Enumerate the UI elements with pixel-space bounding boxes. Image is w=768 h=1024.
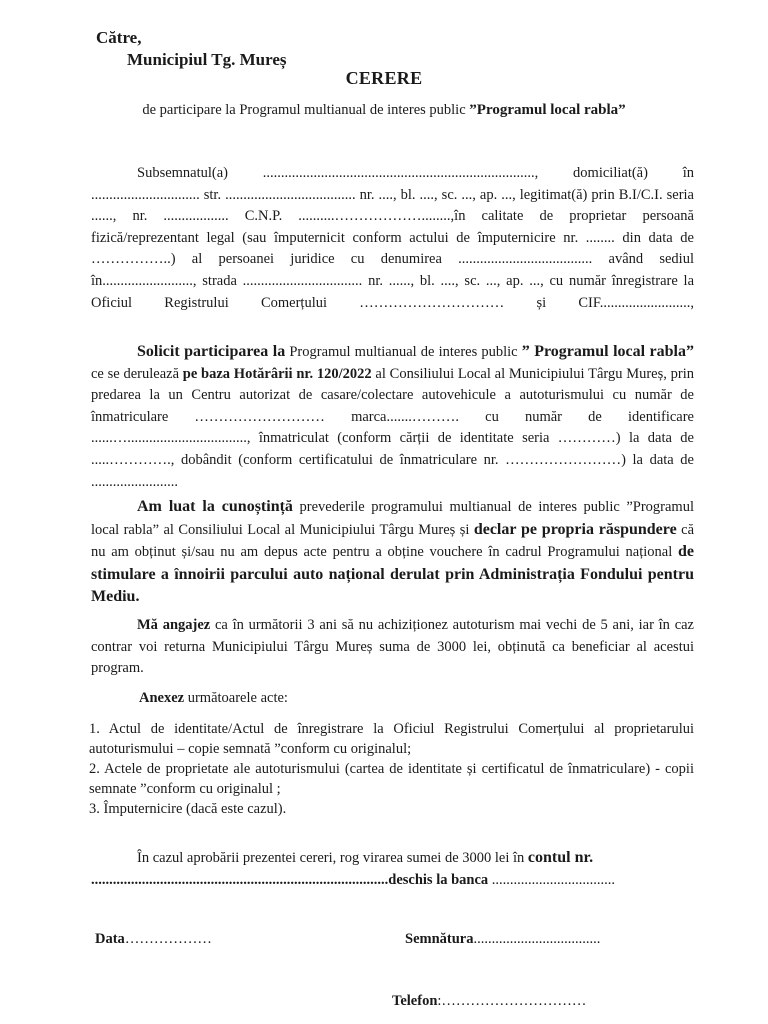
- signature-label: Semnătura: [405, 931, 474, 947]
- date-dots: ………………: [124, 931, 212, 947]
- commitment-bold: Mă angajez: [137, 617, 211, 633]
- declaration-bold-2: declar pe propria răspundere: [473, 520, 677, 538]
- bank-text-2: ..................................: [488, 871, 616, 888]
- annex-bold: Anexez: [139, 690, 185, 706]
- declaration-text-1: prevederile programului multianual de interes public ”Programul local rabla” al Consiliului Local al Municipiului Târgu Mureș și: [91, 499, 694, 538]
- annex-intro: [139, 688, 699, 710]
- bank-account-paragraph: [91, 847, 694, 891]
- phone-dots: :…………………………: [437, 993, 587, 1009]
- subtitle-prefix: de participare la Programul multianual de interes public: [142, 102, 470, 118]
- bank-text-1: În cazul aprobării prezentei cereri, rog virarea sumei de 3000 lei în: [137, 850, 528, 866]
- commitment-paragraph: [91, 615, 694, 680]
- request-bold-3: pe baza Hotărârii nr. 120/2022: [182, 365, 372, 382]
- applicant-details-text: Subsemnatul(a) ..........................................................................., domiciliat(ă) în .............................. str. .................................... nr. ...., bl. ...., sc. ..., ap. ..., legitimat(ă) prin B.I/C.I. seria ......, nr. .................. C.N.P. ..........………………........,în calitate de proprietar persoană fizică/reprezentant legal (sau împuternicit conform actului de împuternicire nr. ........ din data de ……………..) al persoanei juridice cu denumirea ..................................... având sediul în........................., strada ................................. nr. ......, bl. ...., sc. ..., ap. ..., cu număr înregistrare la Oficiul Registrului Comerțului ………………………… și CIF.........................,: [91, 165, 694, 311]
- annex-text: următoarele acte:: [184, 690, 288, 706]
- request-text-3: al Consiliului Local al Municipiului Târgu Mureș, prin predarea la un Centru autorizat de casare/colectare autovehicule a autoturismului cu număr de înmatriculare ……………………… marca.......………. cu număr de identificare ......…................................., înmatriculat (conform cărții de identitate seria …………) la data de .....…………., dobândit (conform certificatului de înmatriculare nr. ……………………) la data de ........................: [91, 365, 694, 490]
- request-bold-2: ” Programul local rabla”: [521, 343, 695, 360]
- date-field: [95, 931, 212, 948]
- bank-bold: ..................................................................................deschis la banca: [91, 871, 489, 888]
- date-label: Data: [95, 931, 125, 947]
- declaration-text-2: că nu am obținut și/sau nu am depus acte pentru a obține vouchere în cadrul Programului național: [91, 521, 695, 561]
- signature-dots: ...................................: [473, 931, 601, 947]
- commitment-text: ca în următorii 3 ani să nu achiziționez autoturism mai vechi de 5 ani, iar în caz contrar voi returna Municipiului Târgu Mureș suma de 3000 lei, obținută ca beneficiar al acestui program.: [91, 617, 694, 677]
- catre-label: Către,: [96, 28, 142, 47]
- request-text-1: Programul multianual de interes public: [285, 344, 522, 360]
- declaration-bold-1: Am luat la cunoștință: [137, 498, 293, 515]
- phone-field: [392, 993, 586, 1010]
- subtitle-program: ”Programul local rabla”: [469, 102, 626, 118]
- declaration-bold-3: de stimulare a înnoirii parcului auto național derulat prin Administrația Fondului pentru Mediu.: [91, 543, 694, 606]
- request-bold-1: Solicit participarea la: [137, 343, 286, 360]
- applicant-details-paragraph: [91, 163, 694, 314]
- request-paragraph: [91, 341, 694, 493]
- account-bold: contul nr.: [527, 849, 594, 866]
- signature-field: [405, 931, 600, 948]
- annex-item-3: 3. Împuternicire (dacă este cazul).: [89, 801, 287, 817]
- recipient-name: Municipiul Tg. Mureș: [127, 50, 287, 69]
- annex-item-1: 1. Actul de identitate/Actul de înregistrare la Oficiul Registrului Comerțului al proprietarului autoturismului – copie semnată ”conform cu originalul;: [89, 721, 694, 757]
- request-text-2: ce se derulează: [91, 365, 183, 382]
- document-subtitle: [0, 102, 768, 119]
- annex-item-2: 2. Actele de proprietate ale autoturismului (cartea de identitate și certificatul de înmatriculare) - copii semnate ”conform cu originalul ;: [89, 761, 694, 797]
- phone-label: Telefon: [392, 993, 438, 1009]
- declaration-paragraph: [91, 496, 694, 609]
- document-title: CERERE: [345, 68, 423, 88]
